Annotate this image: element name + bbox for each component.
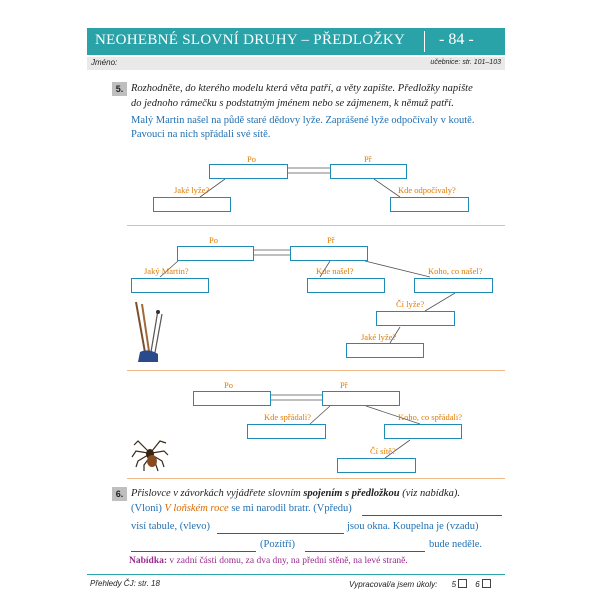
page-title: NEOHEBNÉ SLOVNÍ DRUHY – PŘEDLOŽKY [95,32,406,48]
exercise-6-row-3b: bude neděle. [429,539,483,550]
model2-left-box[interactable] [131,278,209,293]
model2-question-jake: Jaké lyže? [361,332,397,342]
model1-po-label: Po [247,154,256,164]
model3-pr-box[interactable] [322,391,400,406]
hint-line: Nabídka: v zadní části domu, za dva dny, na přední stěně, na levé straně. [129,556,408,566]
model1-left-box[interactable] [153,197,231,212]
model1-pr-label: Př [364,154,372,164]
exercise-5-number: 5. [112,82,127,96]
checkbox-6[interactable] [482,579,491,588]
model3-po-label: Po [224,380,233,390]
model1-pr-box[interactable] [330,164,407,179]
model1-question-right: Kde odpočívaly? [398,185,456,195]
exercise-6-row-2a: visí tabule, (vlevo) [131,521,211,532]
answer-example: V loňském roce [164,503,229,514]
answer-line-1[interactable] [362,515,502,516]
footer-divider [87,574,505,575]
section-divider-2 [127,370,505,371]
exercise-5-instruction-1: Rozhodněte, do kterého modelu která věta patří, a věty zapište. Předložky napište [131,83,473,94]
model3-question-koho: Koho, co spřádali? [398,412,462,422]
model3-po-box[interactable] [193,391,271,406]
exercise-6-row-3a: (Pozítří) [260,539,295,550]
model2-question-right: Koho, co našel? [428,266,483,276]
model2-question-left: Jaký Martin? [144,266,189,276]
model3-question-ci: Čí sítě? [370,446,396,456]
section-divider-1 [127,225,505,226]
model2-question-mid: Kde našel? [316,266,354,276]
model2-pr-box[interactable] [290,246,368,261]
spider-icon [130,433,170,473]
story-line-2: Pavouci na nich spřádali své sítě. [131,129,271,140]
answer-line-2[interactable] [217,533,344,534]
model1-right-box[interactable] [390,197,469,212]
model3-kde-box[interactable] [247,424,326,439]
model1-question-left: Jaké lyže? [174,185,210,195]
model2-pr-label: Př [327,235,335,245]
page-number: - 84 - [439,31,474,48]
model2-ci-box[interactable] [376,311,455,326]
exercise-6-instruction: Přislovce v závorkách vyjádřete slovním spojením s předložkou (viz nabídka). [131,488,460,499]
answer-line-4[interactable] [305,551,425,552]
exercise-5-instruction-2: do jednoho rámečku s podstatným jménem nebo se zájmenem, k němuž patří. [131,98,454,109]
model3-question-kde: Kde spřádali? [264,412,311,422]
model2-right-box[interactable] [414,278,493,293]
exercise-6-row-1: (Vloni) V loňském roce se mi narodil bratr. (Vpředu) [131,503,352,514]
model2-mid-box[interactable] [307,278,385,293]
section-divider-3 [127,478,505,479]
model2-po-box[interactable] [177,246,254,261]
textbook-reference: učebnice: str. 101–103 [430,59,501,66]
model1-po-box[interactable] [209,164,288,179]
exercise-6-row-2b: jsou okna. Koupelna je (vzadu) [347,521,479,532]
model3-ci-box[interactable] [337,458,416,473]
story-line-1: Malý Martin našel na půdě staré dědovy lyže. Zaprášené lyže odpočívaly v koutě. [131,115,475,126]
skis-icon [128,300,168,366]
exercise-6-number: 6. [112,487,127,501]
checkbox-5[interactable] [458,579,467,588]
answer-line-3[interactable] [131,551,256,552]
model3-koho-box[interactable] [384,424,462,439]
footer-checklist: Vypracoval/a jsem úkoly: 5 6 [349,579,497,589]
model2-question-ci: Čí lyže? [396,299,425,309]
footer-reference: Přehledy ČJ: str. 18 [90,579,160,588]
name-label: Jméno: [91,58,118,67]
model3-pr-label: Př [340,380,348,390]
model2-po-label: Po [209,235,218,245]
model2-jake-box[interactable] [346,343,424,358]
